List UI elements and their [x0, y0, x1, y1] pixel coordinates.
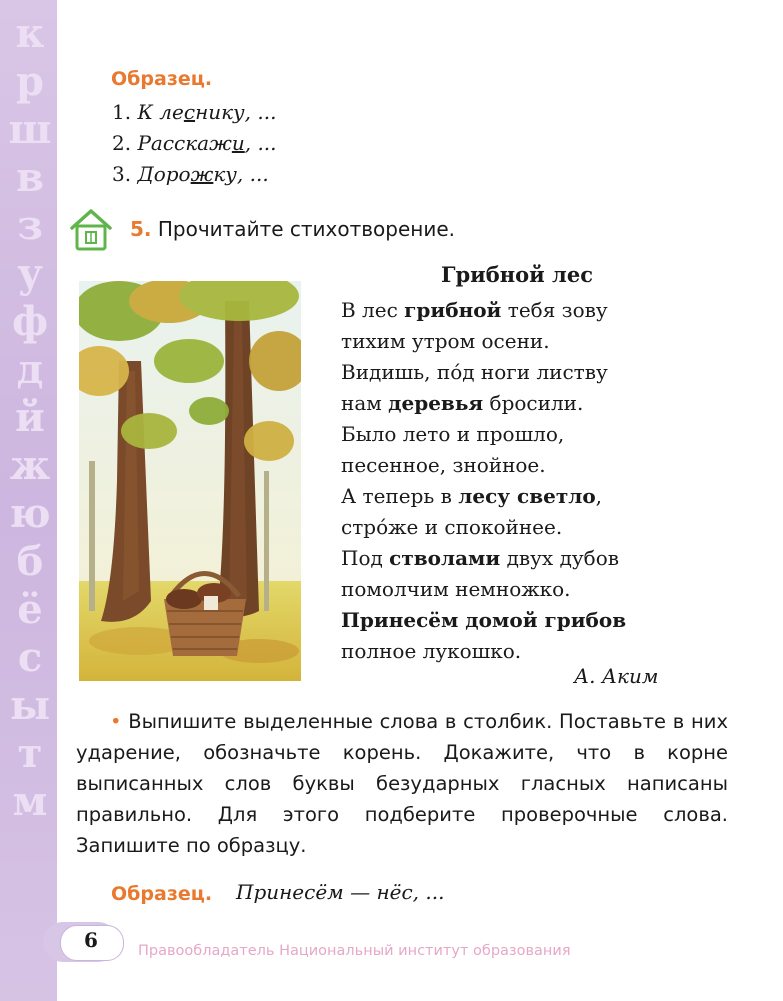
- bullet-icon: •: [110, 710, 122, 733]
- forest-illustration: [79, 281, 301, 681]
- line-number: 3.: [112, 162, 132, 186]
- poem-line: Было лето и прошло,: [341, 422, 565, 446]
- poem-line: полное лукошко.: [341, 639, 522, 663]
- decorative-sidebar: [0, 0, 57, 1001]
- task-instruction: Прочитайте стихотворение.: [157, 217, 456, 241]
- assignment-body: Выпишите выделенные слова в столбик. Поставьте в них ударение, обозначьте корень. Докажите, что в корне выписанных слов буквы безударных гласных написаны правильно. Для этого подберите проверочные слова. Запишите по образцу.: [76, 710, 728, 857]
- sample-line-3: 3. Дорожку, ...: [112, 162, 269, 186]
- poem-line: помолчим немножко.: [341, 577, 571, 601]
- home-task-icon: [68, 206, 114, 252]
- poem-line: Принесём домой грибов: [341, 608, 627, 632]
- poem-line: Под стволами двух дубов: [341, 546, 619, 570]
- sidebar-letters: к р ш в з у ф д й ж ю б ё с ы т м: [8, 10, 52, 825]
- poem-line: В лес грибной тебя зову: [341, 298, 608, 322]
- poem-line: Видишь, по́д ноги листву: [341, 360, 608, 384]
- task-5-heading: [130, 217, 455, 241]
- poem-line: песенное, знойное.: [341, 453, 546, 477]
- poem-author: А. Аким: [574, 664, 659, 688]
- sample-label: Образец.: [111, 68, 213, 90]
- sample-2-text: Принесём — нёс, ...: [236, 880, 445, 904]
- sample-label-2: Образец.: [111, 883, 213, 905]
- line-number: 1.: [112, 100, 132, 124]
- line-number: 2.: [112, 131, 132, 155]
- poem-line: нам деревья бросили.: [341, 391, 584, 415]
- sample-line-1: 1. К леснику, ...: [112, 100, 277, 124]
- poem-body: [341, 295, 681, 667]
- copyright-notice: Правообладатель Национальный институт образования: [138, 943, 571, 959]
- page-number: 6: [84, 928, 98, 952]
- sample-line-2: 2. Расскажи, ...: [112, 131, 277, 155]
- poem-line: А теперь в лесу светло,: [341, 484, 603, 508]
- poem-line: тихим утром осени.: [341, 329, 550, 353]
- poem-line: стро́же и спокойнее.: [341, 515, 563, 539]
- assignment-text: [76, 706, 728, 861]
- poem-title: Грибной лес: [441, 262, 593, 287]
- task-number: 5.: [130, 217, 152, 241]
